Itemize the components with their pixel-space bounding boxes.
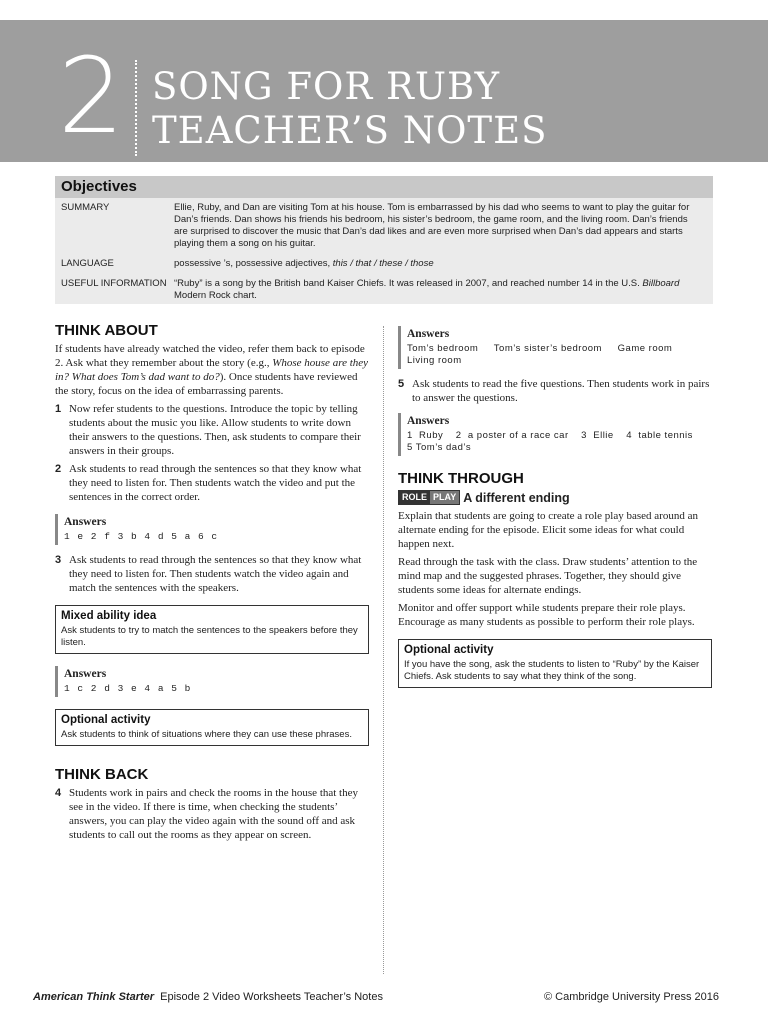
objectives-heading: Objectives xyxy=(55,176,713,198)
row-text xyxy=(174,278,694,304)
row-text-part: “Ruby” is a song by the British band Kaiser Chiefs. It was released in 2007, and reached number 14 in the U.S. xyxy=(174,278,643,289)
row-text-italic: Billboard xyxy=(642,278,680,289)
answers-exercise-3 xyxy=(55,666,369,697)
exercise-2 xyxy=(55,462,369,504)
row-text: Ellie, Ruby, and Dan are visiting Tom at his house. Tom is embarrassed by his dad who seems to want to play the guitar for Dan’s friends. Dan shows his friends his bedroom, his sister’s bedroom, the game room, and the living room. Dan’s friends are surprised to discover the music that Dan’s dad likes and are even more surprised when Dan’s dad appears and starts playing them a song on his guitar. xyxy=(174,202,690,249)
optional-activity-box xyxy=(55,709,369,746)
think-through-paragraph-3: Monitor and offer support while students prepare their role plays. Encourage as many students as possible to perform their role plays. xyxy=(398,602,695,628)
badge-role: ROLE xyxy=(399,491,430,504)
answers-heading: Answers xyxy=(64,668,107,680)
answers-line: 1 Ruby 2 a poster of a race car 3 Ellie 4 table tennis xyxy=(407,430,693,441)
row-label: LANGUAGE xyxy=(61,258,114,269)
intro-part: If students have already watched the video, refer them back to episode 2. Ask what they remember about the story (e.g., xyxy=(55,343,365,369)
think-through-paragraph-2: Read through the task with the class. Draw students’ attention to the mind map and the suggested phrases. Together, they should give students some ideas for alternate endings. xyxy=(398,556,698,596)
exercise-number: 2 xyxy=(55,463,62,475)
episode-number: 2 xyxy=(58,35,125,157)
think-about-intro xyxy=(55,342,369,398)
episode-title: SONG FOR RUBY xyxy=(152,65,501,108)
answers-exercise-4 xyxy=(398,326,712,369)
answers-exercise-5 xyxy=(398,413,712,456)
row-text-part: possessive ’s, possessive adjectives, xyxy=(174,258,333,269)
exercise-text: Now refer students to the questions. Introduce the topic by telling students about the music you like. Allow students to write down their answers to the questions. Then, ask students to compare their answers in their groups. xyxy=(69,403,361,457)
footer-episode: Episode 2 Video Worksheets Teacher’s Notes xyxy=(154,991,383,1003)
answers-heading: Answers xyxy=(64,516,107,528)
left-column xyxy=(55,322,369,846)
box-heading: Optional activity xyxy=(404,644,494,656)
role-play-subheading xyxy=(398,490,712,505)
exercise-text: Ask students to read through the sentences so that they know what they need to listen for. Then students watch the video and put the sentences in the correct order. xyxy=(69,463,362,503)
answers-line: Living room xyxy=(407,355,462,366)
exercise-text: Ask students to read the five questions. Then students work in pairs to answer the questions. xyxy=(412,378,710,404)
exercise-number: 5 xyxy=(398,378,405,390)
box-text: Ask students to try to match the sentences to the speakers before they listen. xyxy=(61,625,358,648)
exercise-number: 1 xyxy=(55,403,62,415)
box-text: Ask students to think of situations where they can use these phrases. xyxy=(61,729,352,740)
exercise-3 xyxy=(55,553,369,595)
answers-heading: Answers xyxy=(407,328,450,340)
objectives-row-summary xyxy=(55,198,713,256)
exercise-number: 4 xyxy=(55,787,62,799)
row-label: SUMMARY xyxy=(61,202,110,213)
box-heading: Optional activity xyxy=(61,714,151,726)
exercise-1 xyxy=(55,402,369,458)
badge-play: PLAY xyxy=(430,491,459,504)
subheading-text: A different ending xyxy=(463,490,570,505)
answers-line: 5 Tom’s dad’s xyxy=(407,442,472,453)
intro-part: ). Once students have reviewed the story, focus on the idea of embarrassing parents. xyxy=(55,371,358,397)
footer-book-title: American Think Starter xyxy=(33,991,155,1003)
right-column xyxy=(398,322,712,698)
intro-italic: Whose house are they in? What does Tom’s dad want to do? xyxy=(55,357,369,383)
think-about-heading: THINK ABOUT xyxy=(55,322,158,339)
header-divider xyxy=(135,60,137,156)
objectives-row-language xyxy=(55,256,713,276)
answers-text: 1 e 2 f 3 b 4 d 5 a 6 c xyxy=(64,531,219,542)
think-through-paragraph-1: Explain that students are going to create a role play based around an alternate ending for the episode. Elicit some ideas for what could happen next. xyxy=(398,510,698,550)
box-text: If you have the song, ask the students to listen to “Ruby” by the Kaiser Chiefs. Ask students to say what they think of the song. xyxy=(404,659,700,682)
column-divider xyxy=(383,326,384,974)
objectives-box xyxy=(55,176,713,304)
row-text xyxy=(174,258,694,276)
exercise-text: Ask students to read through the sentences so that they know what they need to listen for. Then students watch the video again and match the sentences with the speakers. xyxy=(69,554,362,594)
row-text-part: Modern Rock chart. xyxy=(174,290,257,301)
footer-copyright: © Cambridge University Press 2016 xyxy=(543,991,719,1003)
document-title: TEACHER’S NOTES xyxy=(152,109,548,152)
answers-exercise-2 xyxy=(55,514,369,545)
role-play-badge xyxy=(398,490,460,505)
exercise-5 xyxy=(398,377,712,405)
exercise-4 xyxy=(55,786,369,842)
header-band xyxy=(0,20,768,162)
objectives-row-useful-info xyxy=(55,276,713,304)
think-back-heading: THINK BACK xyxy=(55,766,149,783)
exercise-number: 3 xyxy=(55,554,62,566)
exercise-text: Students work in pairs and check the rooms in the house that they see in the video. If there is time, when checking the students’ answers, you can play the video again with the sound off and ask students to call out the rooms as they appear on screen. xyxy=(69,787,358,841)
think-through-heading: THINK THROUGH xyxy=(398,470,524,487)
answers-line: Tom’s bedroom Tom’s sister’s bedroom Game room xyxy=(407,343,673,354)
footer-left xyxy=(33,991,383,1003)
box-heading: Mixed ability idea xyxy=(61,610,157,622)
answers-text: 1 c 2 d 3 e 4 a 5 b xyxy=(64,683,192,694)
row-text-italic: this / that / these / those xyxy=(332,258,434,269)
optional-activity-box xyxy=(398,639,712,688)
row-label: USEFUL INFORMATION xyxy=(61,278,167,289)
mixed-ability-box xyxy=(55,605,369,654)
answers-heading: Answers xyxy=(407,415,450,427)
